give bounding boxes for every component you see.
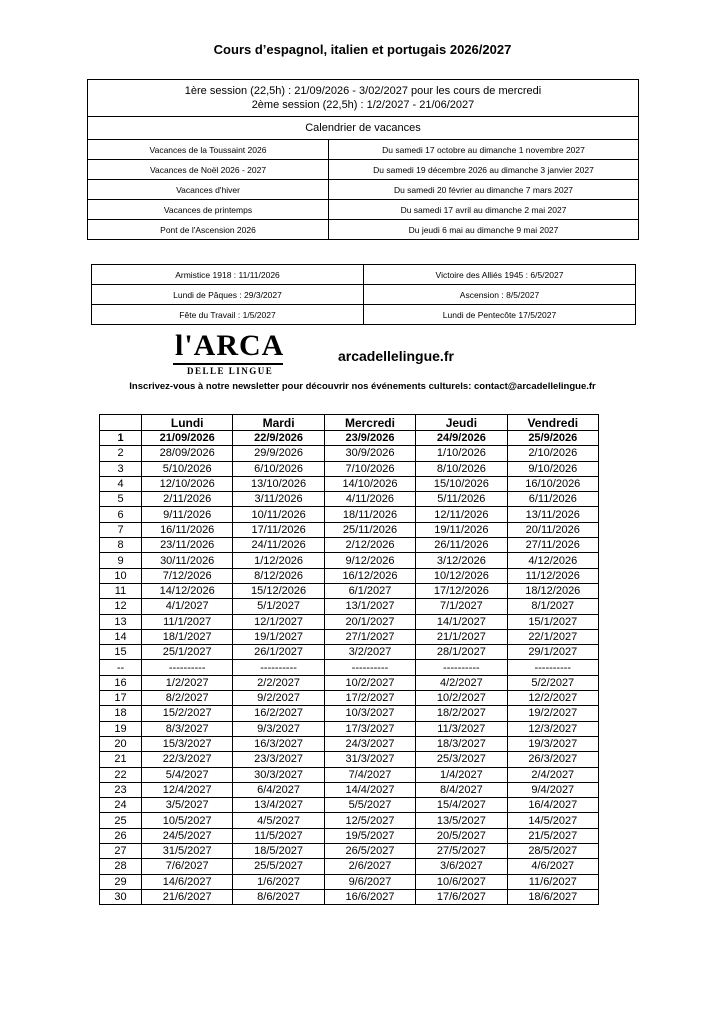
session-number: 22: [100, 767, 142, 782]
date-cell: 23/11/2026: [142, 538, 233, 553]
date-cell: 5/2/2027: [507, 675, 598, 690]
vacation-dates: Du samedi 17 octobre au dimanche 1 novembre 2027: [329, 140, 639, 160]
table-row: [100, 461, 599, 476]
session-number: 2: [100, 446, 142, 461]
date-cell: 22/3/2027: [142, 752, 233, 767]
session-number: 5: [100, 492, 142, 507]
date-cell: 24/5/2027: [142, 828, 233, 843]
date-cell: 15/1/2027: [507, 614, 598, 629]
header-jeudi: Jeudi: [416, 415, 507, 431]
date-cell: ----------: [507, 660, 598, 675]
session-number: 9: [100, 553, 142, 568]
table-row: [100, 736, 599, 751]
date-cell: 3/11/2026: [233, 492, 324, 507]
date-cell: 13/1/2027: [324, 599, 415, 614]
date-cell: 5/4/2027: [142, 767, 233, 782]
date-cell: 7/10/2026: [324, 461, 415, 476]
session-number: 7: [100, 522, 142, 537]
date-cell: 9/2/2027: [233, 691, 324, 706]
table-row: [100, 889, 599, 904]
date-cell: 2/2/2027: [233, 675, 324, 690]
date-cell: 8/1/2027: [507, 599, 598, 614]
table-row: [100, 660, 599, 675]
session-number: 27: [100, 844, 142, 859]
table-row: [100, 553, 599, 568]
date-cell: 13/4/2027: [233, 798, 324, 813]
table-row: [100, 599, 599, 614]
holiday-cell: Lundi de Pâques : 29/3/2027: [92, 285, 364, 305]
session-number: 19: [100, 721, 142, 736]
vacation-name: Vacances de printemps: [88, 200, 329, 220]
session-number: 24: [100, 798, 142, 813]
date-cell: 8/10/2026: [416, 461, 507, 476]
date-cell: 24/11/2026: [233, 538, 324, 553]
date-cell: 8/4/2027: [416, 782, 507, 797]
date-cell: 17/6/2027: [416, 889, 507, 904]
date-cell: 30/11/2026: [142, 553, 233, 568]
date-cell: 15/3/2027: [142, 736, 233, 751]
session-number: 13: [100, 614, 142, 629]
schedule-table: [99, 414, 599, 905]
table-row: [100, 691, 599, 706]
date-cell: 4/1/2027: [142, 599, 233, 614]
table-row: [100, 583, 599, 598]
date-cell: 24/3/2027: [324, 736, 415, 751]
session-number: 12: [100, 599, 142, 614]
date-cell: 29/1/2027: [507, 645, 598, 660]
date-cell: 11/12/2026: [507, 568, 598, 583]
table-row: [100, 507, 599, 522]
date-cell: 10/2/2027: [324, 675, 415, 690]
date-cell: 9/4/2027: [507, 782, 598, 797]
date-cell: 3/5/2027: [142, 798, 233, 813]
table-row: [100, 629, 599, 644]
date-cell: 14/1/2027: [416, 614, 507, 629]
date-cell: 4/11/2026: [324, 492, 415, 507]
holiday-row: [92, 285, 636, 305]
date-cell: 12/5/2027: [324, 813, 415, 828]
date-cell: 18/12/2026: [507, 583, 598, 598]
page-title: Cours d’espagnol, italien et portugais 2026/2027: [213, 42, 512, 57]
table-row: [100, 431, 599, 446]
date-cell: 30/9/2026: [324, 446, 415, 461]
table-row: [100, 614, 599, 629]
date-cell: ----------: [142, 660, 233, 675]
session-2-text: 2ème session (22,5h) : 1/2/2027 - 21/06/2027: [251, 99, 475, 111]
vacation-row: [88, 180, 639, 200]
date-cell: 10/5/2027: [142, 813, 233, 828]
holidays-table: [91, 264, 636, 325]
date-cell: 19/11/2026: [416, 522, 507, 537]
holiday-row: [92, 305, 636, 325]
date-cell: 25/5/2027: [233, 859, 324, 874]
newsletter-text: Inscrivez-vous à notre newsletter pour découvrir nos événements culturels: contact@arcadellelingue.fr: [129, 381, 596, 392]
vacation-row: [88, 140, 639, 160]
session-number: 20: [100, 736, 142, 751]
session-number: 6: [100, 507, 142, 522]
date-cell: 28/1/2027: [416, 645, 507, 660]
vacation-row: [88, 200, 639, 220]
vacation-dates: Du samedi 20 février au dimanche 7 mars 2027: [329, 180, 639, 200]
holiday-cell: Lundi de Pentecôte 17/5/2027: [364, 305, 636, 325]
date-cell: 9/12/2026: [324, 553, 415, 568]
date-cell: 19/2/2027: [507, 706, 598, 721]
date-cell: 25/3/2027: [416, 752, 507, 767]
date-cell: 5/11/2026: [416, 492, 507, 507]
session-number: 28: [100, 859, 142, 874]
date-cell: 28/5/2027: [507, 844, 598, 859]
date-cell: 29/9/2026: [233, 446, 324, 461]
date-cell: 11/1/2027: [142, 614, 233, 629]
date-cell: 1/2/2027: [142, 675, 233, 690]
date-cell: 1/12/2026: [233, 553, 324, 568]
date-cell: 31/5/2027: [142, 844, 233, 859]
table-row: [100, 859, 599, 874]
date-cell: 25/9/2026: [507, 431, 598, 446]
date-cell: 17/2/2027: [324, 691, 415, 706]
date-cell: 7/6/2027: [142, 859, 233, 874]
date-cell: 6/4/2027: [233, 782, 324, 797]
date-cell: 16/11/2026: [142, 522, 233, 537]
date-cell: 16/3/2027: [233, 736, 324, 751]
date-cell: 11/6/2027: [507, 874, 598, 889]
date-cell: 2/12/2026: [324, 538, 415, 553]
date-cell: 4/2/2027: [416, 675, 507, 690]
date-cell: 12/2/2027: [507, 691, 598, 706]
date-cell: 18/6/2027: [507, 889, 598, 904]
table-row: [100, 522, 599, 537]
date-cell: 15/12/2026: [233, 583, 324, 598]
vacation-name: Vacances de la Toussaint 2026: [88, 140, 329, 160]
date-cell: 28/09/2026: [142, 446, 233, 461]
date-cell: 26/3/2027: [507, 752, 598, 767]
date-cell: 15/10/2026: [416, 476, 507, 491]
date-cell: 6/10/2026: [233, 461, 324, 476]
date-cell: ----------: [233, 660, 324, 675]
table-row: [100, 767, 599, 782]
session-number: 25: [100, 813, 142, 828]
date-cell: 18/2/2027: [416, 706, 507, 721]
session-number: 23: [100, 782, 142, 797]
date-cell: 12/3/2027: [507, 721, 598, 736]
session-1-text: 1ère session (22,5h) : 21/09/2026 - 3/02/2027 pour les cours de mercredi: [184, 85, 542, 97]
table-row: [100, 706, 599, 721]
holiday-row: [92, 265, 636, 285]
date-cell: 25/11/2026: [324, 522, 415, 537]
date-cell: 16/4/2027: [507, 798, 598, 813]
arca-logo: [173, 330, 283, 378]
date-cell: 14/6/2027: [142, 874, 233, 889]
holiday-cell: Fête du Travail : 1/5/2027: [92, 305, 364, 325]
date-cell: 15/2/2027: [142, 706, 233, 721]
date-cell: 10/11/2026: [233, 507, 324, 522]
date-cell: 30/3/2027: [233, 767, 324, 782]
date-cell: 13/11/2026: [507, 507, 598, 522]
vacation-name: Pont de l'Ascension 2026: [88, 220, 329, 240]
date-cell: 12/1/2027: [233, 614, 324, 629]
date-cell: 26/5/2027: [324, 844, 415, 859]
table-row: [100, 828, 599, 843]
date-cell: 2/10/2026: [507, 446, 598, 461]
session-info: [88, 80, 639, 117]
date-cell: 22/9/2026: [233, 431, 324, 446]
date-cell: 27/1/2027: [324, 629, 415, 644]
session-number: --: [100, 660, 142, 675]
date-cell: 8/12/2026: [233, 568, 324, 583]
table-row: [100, 675, 599, 690]
table-row: [100, 752, 599, 767]
header-mardi: Mardi: [233, 415, 324, 431]
date-cell: 19/5/2027: [324, 828, 415, 843]
date-cell: 31/3/2027: [324, 752, 415, 767]
session-number: 29: [100, 874, 142, 889]
vacation-dates: Du samedi 17 avril au dimanche 2 mai 2027: [329, 200, 639, 220]
date-cell: 21/6/2027: [142, 889, 233, 904]
date-cell: 1/10/2026: [416, 446, 507, 461]
table-row: [100, 874, 599, 889]
logo-divider: [173, 363, 283, 365]
date-cell: 11/3/2027: [416, 721, 507, 736]
table-row: [100, 645, 599, 660]
date-cell: 4/12/2026: [507, 553, 598, 568]
table-row: [100, 568, 599, 583]
table-row: [100, 813, 599, 828]
date-cell: 16/12/2026: [324, 568, 415, 583]
table-row: [100, 492, 599, 507]
date-cell: 12/10/2026: [142, 476, 233, 491]
date-cell: 21/1/2027: [416, 629, 507, 644]
date-cell: 14/10/2026: [324, 476, 415, 491]
date-cell: 10/6/2027: [416, 874, 507, 889]
table-row: [100, 844, 599, 859]
date-cell: 9/6/2027: [324, 874, 415, 889]
date-cell: 27/11/2026: [507, 538, 598, 553]
date-cell: 6/11/2026: [507, 492, 598, 507]
date-cell: 18/3/2027: [416, 736, 507, 751]
vacation-name: Vacances de Noël 2026 - 2027: [88, 160, 329, 180]
header-lundi: Lundi: [142, 415, 233, 431]
date-cell: 7/4/2027: [324, 767, 415, 782]
session-number: 11: [100, 583, 142, 598]
date-cell: 25/1/2027: [142, 645, 233, 660]
date-cell: 21/09/2026: [142, 431, 233, 446]
date-cell: 14/5/2027: [507, 813, 598, 828]
date-cell: 16/2/2027: [233, 706, 324, 721]
date-cell: 24/9/2026: [416, 431, 507, 446]
session-table: [87, 79, 639, 240]
session-number: 21: [100, 752, 142, 767]
table-row: [100, 798, 599, 813]
date-cell: 18/1/2027: [142, 629, 233, 644]
date-cell: 16/10/2026: [507, 476, 598, 491]
date-cell: 16/6/2027: [324, 889, 415, 904]
date-cell: 10/3/2027: [324, 706, 415, 721]
date-cell: 9/11/2026: [142, 507, 233, 522]
holiday-cell: Victoire des Alliés 1945 : 6/5/2027: [364, 265, 636, 285]
date-cell: 2/4/2027: [507, 767, 598, 782]
holiday-cell: Ascension : 8/5/2027: [364, 285, 636, 305]
table-row: [100, 538, 599, 553]
date-cell: 3/12/2026: [416, 553, 507, 568]
date-cell: 17/11/2026: [233, 522, 324, 537]
date-cell: 22/1/2027: [507, 629, 598, 644]
date-cell: 14/4/2027: [324, 782, 415, 797]
table-row: [100, 476, 599, 491]
session-number: 15: [100, 645, 142, 660]
date-cell: 20/1/2027: [324, 614, 415, 629]
session-number: 30: [100, 889, 142, 904]
logo-subtitle: DELLE LINGUE: [187, 366, 274, 376]
date-cell: 11/5/2027: [233, 828, 324, 843]
date-cell: 27/5/2027: [416, 844, 507, 859]
date-cell: 1/6/2027: [233, 874, 324, 889]
vacation-name: Vacances d'hiver: [88, 180, 329, 200]
calendar-title: Calendrier de vacances: [88, 117, 639, 140]
header-vendredi: Vendredi: [507, 415, 598, 431]
date-cell: 13/10/2026: [233, 476, 324, 491]
date-cell: 18/11/2026: [324, 507, 415, 522]
session-number: 10: [100, 568, 142, 583]
date-cell: 4/5/2027: [233, 813, 324, 828]
session-number: 14: [100, 629, 142, 644]
date-cell: 26/11/2026: [416, 538, 507, 553]
date-cell: 2/6/2027: [324, 859, 415, 874]
date-cell: 12/4/2027: [142, 782, 233, 797]
vacation-dates: Du jeudi 6 mai au dimanche 9 mai 2027: [329, 220, 639, 240]
session-number: 1: [100, 431, 142, 446]
vacation-dates: Du samedi 19 décembre 2026 au dimanche 3 janvier 2027: [329, 160, 639, 180]
vacation-row: [88, 160, 639, 180]
date-cell: 18/5/2027: [233, 844, 324, 859]
date-cell: 9/3/2027: [233, 721, 324, 736]
vacation-row: [88, 220, 639, 240]
date-cell: 5/10/2026: [142, 461, 233, 476]
date-cell: 13/5/2027: [416, 813, 507, 828]
date-cell: 19/3/2027: [507, 736, 598, 751]
date-cell: 7/1/2027: [416, 599, 507, 614]
date-cell: 4/6/2027: [507, 859, 598, 874]
date-cell: 14/12/2026: [142, 583, 233, 598]
date-cell: 23/9/2026: [324, 431, 415, 446]
date-cell: 17/3/2027: [324, 721, 415, 736]
date-cell: ----------: [324, 660, 415, 675]
date-cell: 12/11/2026: [416, 507, 507, 522]
session-number: 26: [100, 828, 142, 843]
date-cell: 10/12/2026: [416, 568, 507, 583]
date-cell: 1/4/2027: [416, 767, 507, 782]
date-cell: 15/4/2027: [416, 798, 507, 813]
date-cell: 3/6/2027: [416, 859, 507, 874]
session-number: 3: [100, 461, 142, 476]
session-number: 4: [100, 476, 142, 491]
date-cell: 20/11/2026: [507, 522, 598, 537]
date-cell: 3/2/2027: [324, 645, 415, 660]
date-cell: 5/1/2027: [233, 599, 324, 614]
date-cell: 2/11/2026: [142, 492, 233, 507]
date-cell: 9/10/2026: [507, 461, 598, 476]
session-number: 8: [100, 538, 142, 553]
session-number: 18: [100, 706, 142, 721]
date-cell: 5/5/2027: [324, 798, 415, 813]
date-cell: 8/2/2027: [142, 691, 233, 706]
date-cell: 17/12/2026: [416, 583, 507, 598]
holiday-cell: Armistice 1918 : 11/11/2026: [92, 265, 364, 285]
date-cell: ----------: [416, 660, 507, 675]
table-row: [100, 721, 599, 736]
session-number: 17: [100, 691, 142, 706]
schedule-header-row: [100, 415, 599, 431]
date-cell: 8/3/2027: [142, 721, 233, 736]
date-cell: 8/6/2027: [233, 889, 324, 904]
table-row: [100, 782, 599, 797]
date-cell: 20/5/2027: [416, 828, 507, 843]
date-cell: 19/1/2027: [233, 629, 324, 644]
date-cell: 7/12/2026: [142, 568, 233, 583]
website-link[interactable]: arcadellelingue.fr: [338, 348, 454, 364]
date-cell: 10/2/2027: [416, 691, 507, 706]
table-row: [100, 446, 599, 461]
session-number: 16: [100, 675, 142, 690]
header-mercredi: Mercredi: [324, 415, 415, 431]
header-index: [100, 415, 142, 431]
logo-mark: l'ARCA: [175, 329, 285, 362]
date-cell: 6/1/2027: [324, 583, 415, 598]
date-cell: 23/3/2027: [233, 752, 324, 767]
date-cell: 21/5/2027: [507, 828, 598, 843]
date-cell: 26/1/2027: [233, 645, 324, 660]
